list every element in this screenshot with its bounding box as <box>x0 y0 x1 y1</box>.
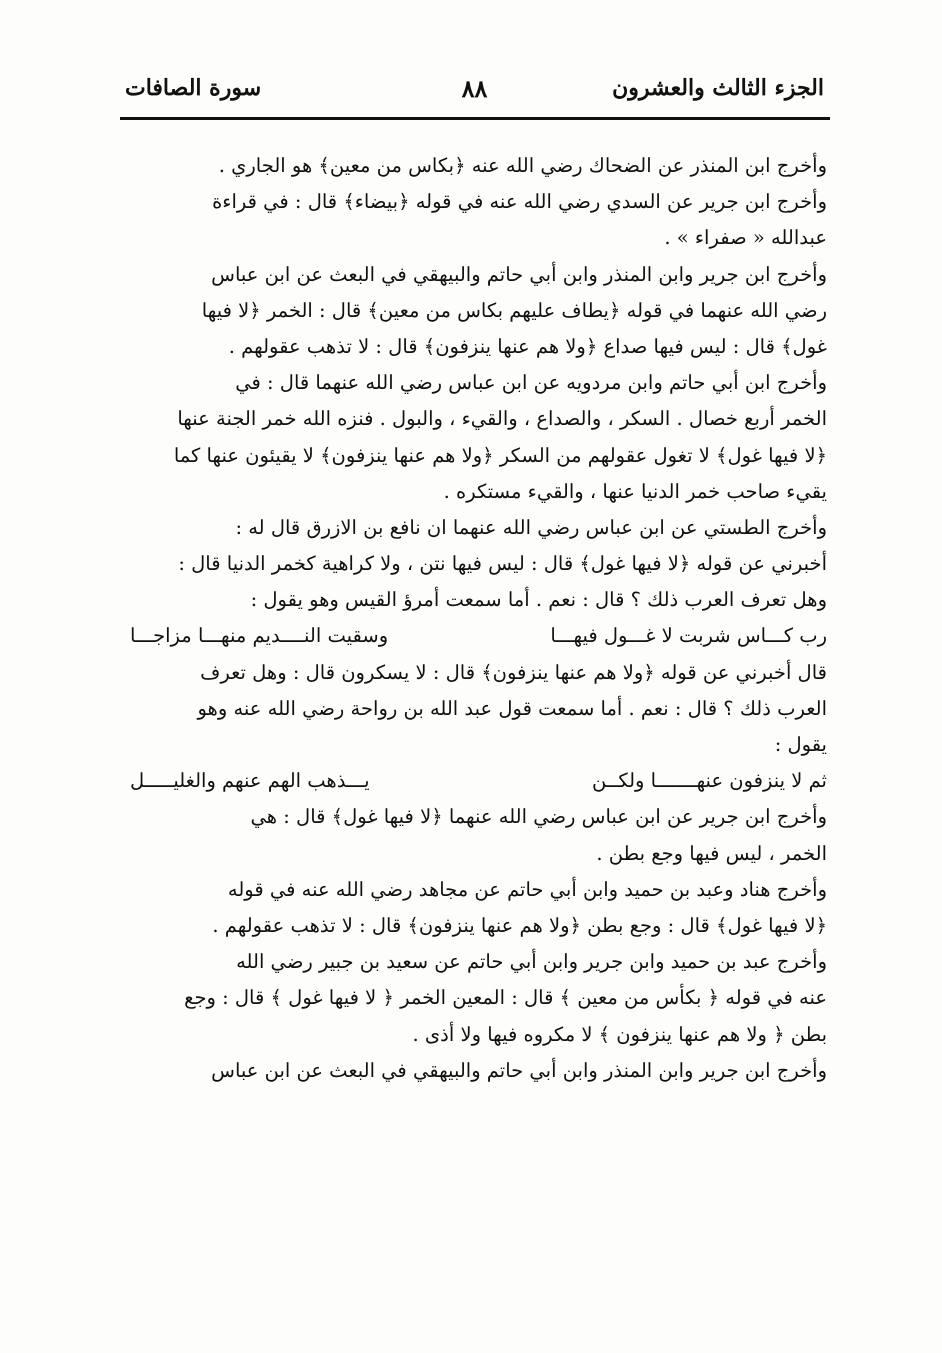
text-line: وهل تعرف العرب ذلك ؟ قال : نعم . أما سمعت أمرؤ القيس وهو يقول : <box>250 588 827 612</box>
text-line: ﴿لا فيها غول﴾ قال : وجع بطن ﴿ولا هم عنها ينزفون﴾ قال : لا تذهب عقولهم . <box>212 913 827 937</box>
verse-first-hemistich: ثم لا ينزفون عنهـــــــا ولكــن <box>592 769 827 793</box>
text-line: قال أخبرني عن قوله ﴿ولا هم عنها ينزفون﴾ قال : لا يسكرون قال : وهل تعرف <box>200 660 827 684</box>
text-line: الخمر أربع خصال . السكر ، والصداع ، والقيء ، والبول . فنزه الله خمر الجنة عنها <box>177 407 827 431</box>
text-line: الخمر ، ليس فيها وجع بطن . <box>596 841 827 865</box>
text-line: غول﴾ قال : ليس فيها صداع ﴿ولا هم عنها ينزفون﴾ قال : لا تذهب عقولهم . <box>228 334 827 358</box>
text-line: وأخرج هناد وعبد بن حميد وابن أبي حاتم عن مجاهد رضي الله عنه في قوله <box>227 877 827 901</box>
surah-title: سورة الصافات <box>125 75 262 101</box>
text-line: أخبرني عن قوله ﴿لا فيها غول﴾ قال : ليس فيها نتن ، ولا كراهية كخمر الدنيا قال : <box>178 552 827 576</box>
text-line: يقيء صاحب خمر الدنيا عنها ، والقيء مستكره . <box>443 479 827 503</box>
text-line: وأخرج ابن جرير عن ابن عباس رضي الله عنهما ﴿لا فيها غول﴾ قال : هي <box>250 805 827 829</box>
text-line: وأخرج الطستي عن ابن عباس رضي الله عنهما ان نافع بن الازرق قال له : <box>235 515 827 539</box>
verse-second-hemistich: يـــذهب الهم عنهم والغليـــــل <box>130 769 370 793</box>
volume-title: الجزء الثالث والعشرون <box>612 75 824 101</box>
poem-verse <box>130 618 827 654</box>
text-line: وأخرج ابن جرير عن السدي رضي الله عنه في قوله ﴿بيضاء﴾ قال : في قراءة <box>212 190 827 214</box>
page-body <box>130 148 827 1089</box>
text-line: وأخرج ابن أبي حاتم وابن مردويه عن ابن عباس رضي الله عنهما قال : في <box>235 371 827 395</box>
text-line: وأخرج ابن جرير وابن المنذر وابن أبي حاتم والبيهقي في البعث عن ابن عباس <box>211 1058 827 1082</box>
text-line: وأخرج عبد بن حميد وابن جرير وابن أبي حاتم عن سعيد بن جبير رضي الله <box>236 950 827 974</box>
text-line: ﴿لا فيها غول﴾ لا تغول عقولهم من السكر ﴿ولا هم عنها ينزفون﴾ لا يقيئون عنها كما <box>173 443 827 467</box>
text-line: وأخرج ابن المنذر عن الضحاك رضي الله عنه ﴿بكاس من معين﴾ هو الجاري . <box>218 154 827 177</box>
verse-second-hemistich: وسقيت النــــديم منهـــا مزاجـــا <box>130 624 389 648</box>
text-line: يقول : <box>774 733 827 756</box>
text-line: رضي الله عنهما في قوله ﴿يطاف عليهم بكاس من معين﴾ قال : الخمر ﴿لا فيها <box>201 298 827 322</box>
page-header <box>125 66 824 110</box>
text-line: العرب ذلك ؟ قال : نعم . أما سمعت قول عبد الله بن رواحة رضي الله عنه وهو <box>197 696 827 720</box>
verse-first-hemistich: رب كـــاس شربت لا غـــول فيهـــا <box>550 624 827 648</box>
poem-verse <box>130 763 827 799</box>
text-line: عبدالله « صفراء » . <box>664 226 827 250</box>
header-rule <box>120 117 830 120</box>
text-line: بطن ﴿ ولا هم عنها ينزفون ﴾ لا مكروه فيها ولا أذى . <box>412 1022 827 1046</box>
page-number: ٨٨ <box>461 73 488 103</box>
text-line: وأخرج ابن جرير وابن المنذر وابن أبي حاتم والبيهقي في البعث عن ابن عباس <box>211 262 827 286</box>
text-line: عنه في قوله ﴿ بكأس من معين ﴾ قال : المعين الخمر ﴿ لا فيها غول ﴾ قال : وجع <box>184 986 827 1010</box>
